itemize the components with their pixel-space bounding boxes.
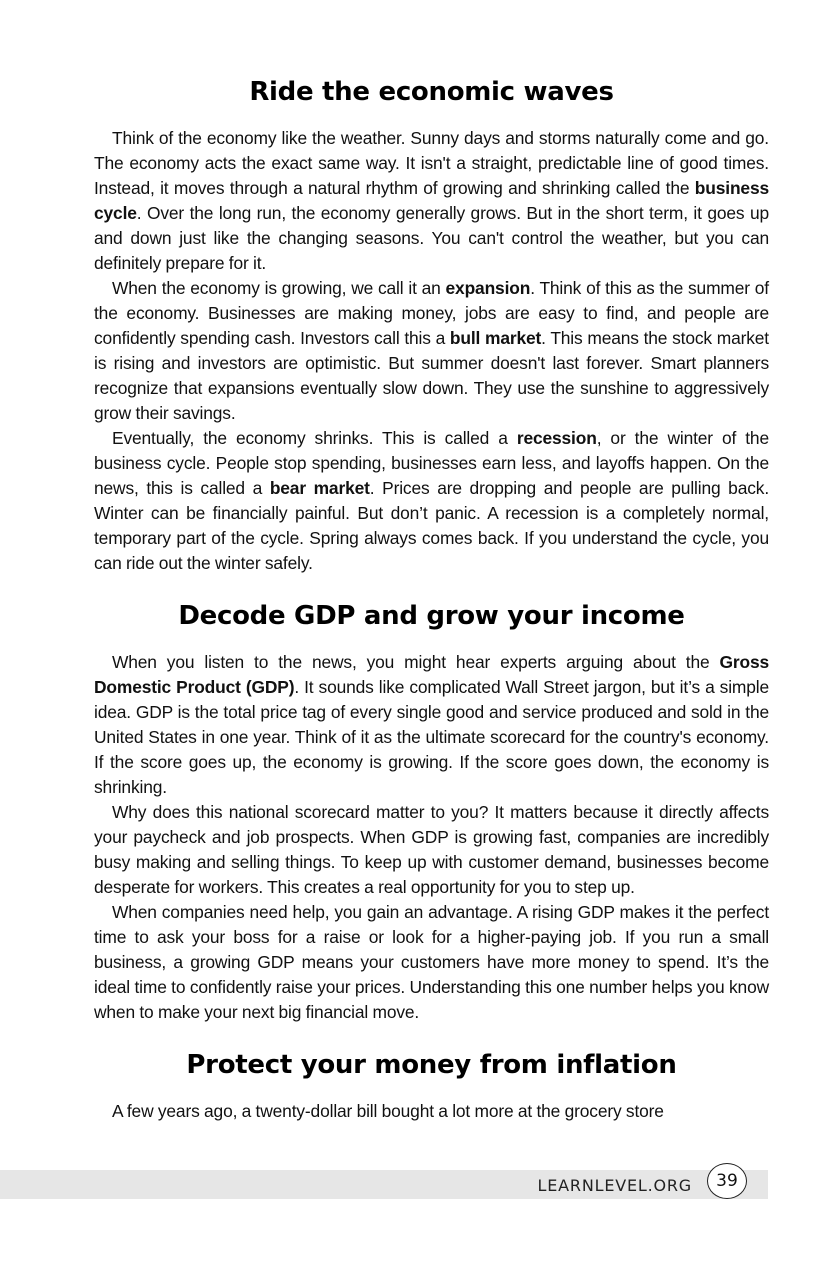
- section-heading-gdp: Decode GDP and grow your income: [178, 601, 685, 631]
- section-body-economic-waves: [94, 126, 769, 576]
- key-term: Gross Domestic Product (GDP): [94, 652, 769, 697]
- text-run: A few years ago, a twenty-dollar bill bought a lot more at the grocery store: [112, 1101, 664, 1121]
- paragraph: [94, 900, 769, 1025]
- text-run: . Over the long run, the economy generally grows. But in the short term, it goes up and down just like the changing seasons. You can't control the weather, but you can definitely prepare for it.: [94, 203, 769, 273]
- paragraph: [94, 126, 769, 276]
- main-content: [94, 70, 769, 1124]
- text-run: When the economy is growing, we call it an: [112, 278, 446, 298]
- page-number: 39: [707, 1163, 747, 1199]
- text-run: Why does this national scorecard matter to you? It matters because it directly affects your paycheck and job prospects. When GDP is growing fast, companies are incredibly busy making and selling things. To keep up with customer demand, businesses become desperate for workers. This creates a real opportunity for you to step up.: [94, 802, 769, 897]
- section-body-gdp: [94, 650, 769, 1025]
- paragraph: [94, 1099, 769, 1124]
- text-run: . This means the stock market is rising and investors are optimistic. But summer doesn't last forever. Smart planners recognize that expansions eventually slow down. They use the sunshine to aggressively grow their savings.: [94, 328, 769, 423]
- text-run: Eventually, the economy shrinks. This is called a: [112, 428, 517, 448]
- key-term: bull market: [449, 328, 542, 348]
- key-term: expansion: [445, 278, 531, 298]
- key-term: bear market: [269, 478, 370, 498]
- paragraph: [94, 426, 769, 576]
- text-run: When you listen to the news, you might hear experts arguing about the: [112, 652, 720, 672]
- paragraph: [94, 800, 769, 900]
- footer-site-link[interactable]: LEARNLEVEL.ORG: [537, 1176, 692, 1195]
- section-body-inflation: [94, 1099, 769, 1124]
- section-heading-inflation: Protect your money from inflation: [186, 1050, 677, 1080]
- paragraph: [94, 650, 769, 800]
- key-term: recession: [516, 428, 597, 448]
- page-footer: [0, 1170, 768, 1199]
- text-run: When companies need help, you gain an advantage. A rising GDP makes it the perfect time to ask your boss for a raise or look for a higher-paying job. If you run a small business, a growing GDP means your customers have more money to spend. It’s the ideal time to confidently raise your prices. Understanding this one number helps you know when to make your next big financial move.: [94, 902, 769, 1022]
- key-term: business cycle: [94, 178, 769, 223]
- text-run: . It sounds like complicated Wall Street jargon, but it’s a simple idea. GDP is the total price tag of every single good and service produced and sold in the United States in one year. Think of it as the ultimate scorecard for the country's economy. If the score goes up, the economy is growing. If the score goes down, the economy is shrinking.: [94, 677, 769, 797]
- text-run: . Think of this as the summer of the economy. Businesses are making money, jobs are easy to find, and people are confidently spending cash. Investors call this a: [94, 278, 769, 348]
- section-heading-economic-waves: Ride the economic waves: [249, 77, 614, 107]
- text-run: , or the winter of the business cycle. People stop spending, businesses earn less, and layoffs happen. On the news, this is called a: [94, 428, 769, 498]
- text-run: . Prices are dropping and people are pulling back. Winter can be financially painful. But don’t panic. A recession is a completely normal, temporary part of the cycle. Spring always comes back. If you understand the cycle, you can ride out the winter safely.: [94, 478, 770, 573]
- text-run: Think of the economy like the weather. Sunny days and storms naturally come and go. The economy acts the exact same way. It isn't a straight, predictable line of good times. Instead, it moves through a natural rhythm of growing and shrinking called the: [94, 128, 769, 198]
- paragraph: [94, 276, 769, 426]
